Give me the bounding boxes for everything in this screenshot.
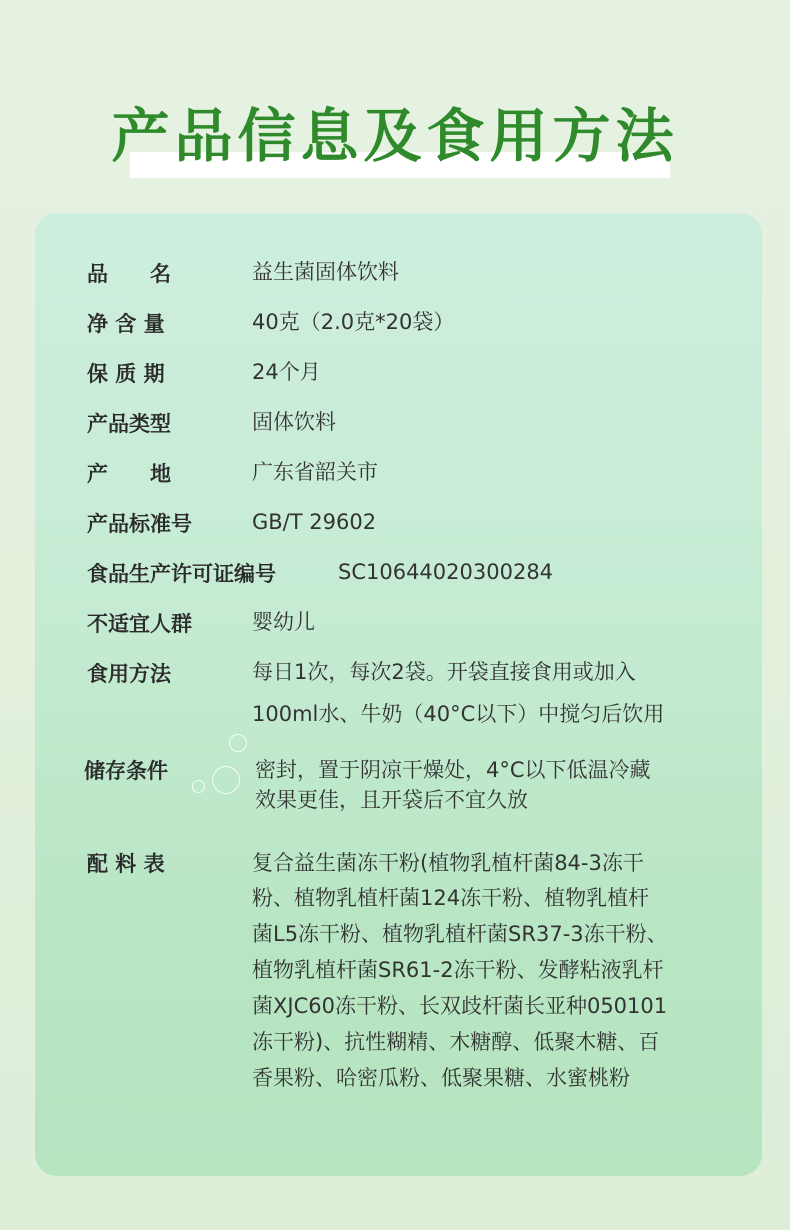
value-origin: 广东省韶关市 (252, 460, 378, 484)
label-license-number: 食品生产许可证编号 (87, 562, 276, 586)
value-usage-line-2: 100ml水、牛奶（40°C以下）中搅匀后饮用 (252, 702, 665, 726)
label-usage: 食用方法 (87, 662, 171, 686)
value-license-number: SC10644020300284 (338, 560, 554, 584)
value-ingredients-line-4: 植物乳植杆菌SR61-2冻干粉、发酵粘液乳杆 (252, 958, 664, 982)
bubble-decoration (192, 780, 205, 793)
page-title: 产品信息及食用方法 (111, 102, 679, 170)
value-product-name: 益生菌固体饮料 (252, 260, 399, 284)
value-ingredients-line-3: 菌L5冻干粉、植物乳植杆菌SR37-3冻干粉、 (252, 922, 668, 946)
value-storage-line-2: 效果更佳，且开袋后不宜久放 (255, 788, 528, 812)
title-wrap (0, 96, 790, 176)
value-storage-line-1: 密封，置于阴凉干燥处，4°C以下低温冷藏 (255, 758, 651, 782)
value-product-type: 固体饮料 (252, 410, 336, 434)
value-ingredients-line-1: 复合益生菌冻干粉(植物乳植杆菌84-3冻干 (252, 851, 644, 875)
value-shelf-life: 24个月 (252, 360, 321, 384)
label-ingredients: 配 料 表 (87, 852, 165, 876)
label-storage: 储存条件 (84, 759, 168, 783)
value-ingredients-line-2: 粉、植物乳植杆菌124冻干粉、植物乳植杆 (252, 886, 650, 910)
label-unsuitable-group: 不适宜人群 (87, 612, 192, 636)
label-origin: 产 地 (87, 462, 171, 486)
value-unsuitable-group: 婴幼儿 (252, 610, 315, 634)
value-ingredients-line-6: 冻干粉)、抗性糊精、木糖醇、低聚木糖、百 (252, 1030, 660, 1054)
value-standard-number: GB/T 29602 (252, 510, 377, 534)
label-standard-number: 产品标准号 (87, 512, 192, 536)
value-ingredients-line-7: 香果粉、哈密瓜粉、低聚果糖、水蜜桃粉 (252, 1066, 630, 1090)
label-shelf-life: 保 质 期 (87, 362, 165, 386)
bubble-decoration (212, 766, 240, 794)
value-ingredients-line-5: 菌XJC60冻干粉、长双歧杆菌长亚种050101 (252, 994, 668, 1018)
value-usage-line-1: 每日1次，每次2袋。开袋直接食用或加入 (252, 660, 636, 684)
value-net-content: 40克（2.0克*20袋） (252, 310, 455, 334)
bubble-decoration (229, 734, 247, 752)
label-product-name: 品 名 (87, 262, 171, 286)
label-product-type: 产品类型 (87, 412, 171, 436)
label-net-content: 净 含 量 (87, 312, 165, 336)
